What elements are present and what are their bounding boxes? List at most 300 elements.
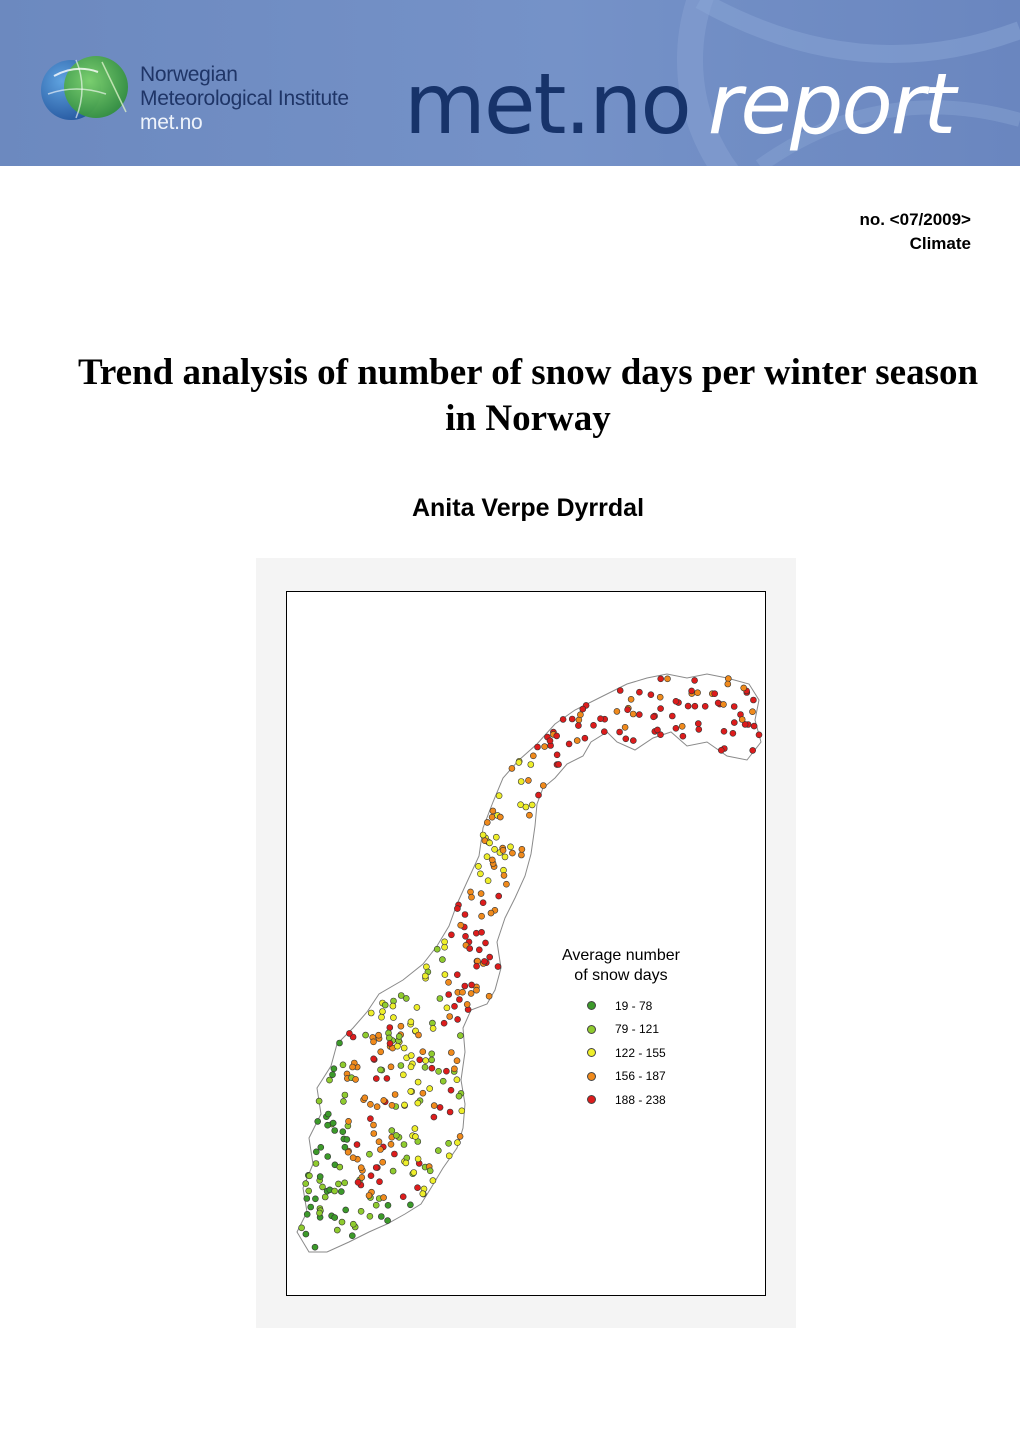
station-dot bbox=[380, 1009, 386, 1015]
station-dot bbox=[349, 1233, 355, 1239]
station-dot bbox=[415, 1079, 421, 1085]
station-dot bbox=[474, 987, 480, 993]
station-dot bbox=[408, 1019, 414, 1025]
station-dot bbox=[519, 846, 525, 852]
station-dot bbox=[489, 857, 495, 863]
legend-label: 19 - 78 bbox=[615, 998, 653, 1013]
station-dot bbox=[381, 1195, 387, 1201]
station-dot bbox=[417, 1057, 423, 1063]
station-dot bbox=[317, 1174, 323, 1180]
station-dot bbox=[415, 1156, 421, 1162]
station-dot bbox=[317, 1210, 323, 1216]
station-dot bbox=[658, 706, 664, 712]
legend-label: 79 - 121 bbox=[615, 1022, 660, 1037]
station-dot bbox=[332, 1128, 338, 1134]
station-dot bbox=[529, 802, 535, 808]
station-dot bbox=[371, 1131, 377, 1137]
station-dot bbox=[373, 1202, 379, 1208]
station-dot bbox=[376, 1139, 382, 1145]
station-dot bbox=[371, 1122, 377, 1128]
legend-items bbox=[587, 994, 731, 1112]
station-dot bbox=[751, 723, 757, 729]
station-dot bbox=[373, 1165, 379, 1171]
station-dot bbox=[350, 1064, 356, 1070]
station-dot bbox=[669, 713, 675, 719]
station-dot bbox=[343, 1207, 349, 1213]
station-dot bbox=[577, 712, 583, 718]
station-dot bbox=[501, 872, 507, 878]
station-dot bbox=[313, 1149, 319, 1155]
station-dot bbox=[443, 1068, 449, 1074]
station-dot bbox=[342, 1092, 348, 1098]
station-dot bbox=[435, 1148, 441, 1154]
station-dot bbox=[379, 1014, 385, 1020]
station-dot bbox=[598, 716, 604, 722]
station-dot bbox=[580, 706, 586, 712]
station-dot bbox=[658, 676, 664, 682]
document-author: Anita Verpe Dyrrdal bbox=[411, 494, 645, 522]
station-dot bbox=[484, 819, 490, 825]
station-dot bbox=[451, 1066, 457, 1072]
station-dot bbox=[526, 812, 532, 818]
station-dot bbox=[332, 1188, 338, 1194]
station-dot bbox=[484, 854, 490, 860]
institute-name-line3: met.no bbox=[140, 111, 203, 134]
station-dot bbox=[330, 1072, 336, 1078]
station-dot bbox=[487, 954, 493, 960]
station-dot bbox=[741, 685, 747, 691]
station-dot bbox=[497, 814, 503, 820]
station-dot bbox=[651, 714, 657, 720]
station-dot bbox=[412, 1126, 418, 1132]
station-dot bbox=[731, 720, 737, 726]
station-dot bbox=[525, 777, 531, 783]
station-dot bbox=[391, 1151, 397, 1157]
station-dot bbox=[306, 1188, 312, 1194]
station-dot bbox=[401, 1045, 407, 1051]
station-dot bbox=[630, 738, 636, 744]
station-dot bbox=[730, 730, 736, 736]
norway-map bbox=[287, 592, 765, 1295]
station-dot bbox=[665, 676, 671, 682]
station-dot bbox=[382, 1002, 388, 1008]
station-dot bbox=[325, 1111, 331, 1117]
station-dot bbox=[368, 1010, 374, 1016]
station-dot bbox=[518, 779, 524, 785]
station-dot bbox=[473, 930, 479, 936]
station-dot bbox=[480, 900, 486, 906]
station-dot bbox=[495, 964, 501, 970]
station-dot bbox=[332, 1215, 338, 1221]
station-dot bbox=[490, 808, 496, 814]
station-dot bbox=[337, 1164, 343, 1170]
document-title: Trend analysis of number of snow days per winter season in Norway bbox=[77, 352, 979, 439]
station-dot bbox=[363, 1032, 369, 1038]
station-dot bbox=[508, 844, 514, 850]
station-dot bbox=[394, 1043, 400, 1049]
station-dot bbox=[750, 709, 756, 715]
station-dot bbox=[366, 1151, 372, 1157]
station-dot bbox=[376, 1032, 382, 1038]
station-dot bbox=[371, 1039, 377, 1045]
station-dot bbox=[601, 729, 607, 735]
station-dot bbox=[715, 700, 721, 706]
station-dot bbox=[390, 1168, 396, 1174]
station-dot bbox=[304, 1196, 310, 1202]
station-dot bbox=[622, 724, 628, 730]
station-dot bbox=[408, 1088, 414, 1094]
station-dot bbox=[368, 1173, 374, 1179]
report-banner bbox=[0, 0, 1020, 166]
station-dot bbox=[692, 703, 698, 709]
station-dot bbox=[509, 850, 515, 856]
station-dot bbox=[429, 1065, 435, 1071]
station-dot bbox=[330, 1120, 336, 1126]
station-dot bbox=[623, 736, 629, 742]
station-dot bbox=[350, 1221, 356, 1227]
station-dot bbox=[493, 834, 499, 840]
station-dot bbox=[367, 1101, 373, 1107]
station-dot bbox=[446, 979, 452, 985]
station-dot bbox=[591, 722, 597, 728]
station-dot bbox=[468, 990, 474, 996]
station-dot bbox=[420, 1049, 426, 1055]
station-dot bbox=[325, 1154, 331, 1160]
station-dot bbox=[474, 963, 480, 969]
station-dot bbox=[337, 1040, 343, 1046]
station-dot bbox=[388, 1141, 394, 1147]
station-dot bbox=[373, 1076, 379, 1082]
station-dot bbox=[398, 1063, 404, 1069]
station-dot bbox=[476, 947, 482, 953]
station-dot bbox=[354, 1142, 360, 1148]
station-dot bbox=[702, 703, 708, 709]
station-dot bbox=[685, 703, 691, 709]
institute-name-line1: Norwegian bbox=[140, 63, 238, 86]
station-dot bbox=[739, 717, 745, 723]
station-dot bbox=[415, 1185, 421, 1191]
station-dot bbox=[509, 765, 515, 771]
station-dot bbox=[536, 792, 542, 798]
station-dot bbox=[312, 1244, 318, 1250]
globe-logo-icon bbox=[36, 54, 132, 120]
station-dot bbox=[454, 1058, 460, 1064]
station-dot bbox=[380, 1159, 386, 1165]
station-dot bbox=[342, 1144, 348, 1150]
station-dot bbox=[407, 1202, 413, 1208]
institute-name-line2: Meteorological Institute bbox=[140, 87, 349, 110]
station-dot bbox=[422, 1064, 428, 1070]
station-dot bbox=[566, 741, 572, 747]
station-dot bbox=[427, 1086, 433, 1092]
station-dot bbox=[385, 1218, 391, 1224]
station-dot bbox=[556, 761, 562, 767]
station-dot bbox=[483, 940, 489, 946]
station-dot bbox=[540, 783, 546, 789]
station-dot bbox=[542, 744, 548, 750]
station-dot bbox=[489, 814, 495, 820]
station-dot bbox=[454, 1140, 460, 1146]
snow-days-map bbox=[286, 591, 766, 1296]
station-dot bbox=[628, 696, 634, 702]
station-dot bbox=[420, 1191, 426, 1197]
station-dot bbox=[402, 1102, 408, 1108]
station-dot bbox=[528, 762, 534, 768]
station-dot bbox=[378, 1049, 384, 1055]
legend-dot-icon bbox=[587, 1095, 596, 1104]
station-dot bbox=[422, 973, 428, 979]
station-dot bbox=[617, 729, 623, 735]
station-dot bbox=[447, 1109, 453, 1115]
station-dot bbox=[447, 1014, 453, 1020]
map-legend bbox=[551, 946, 731, 1112]
station-dot bbox=[412, 1134, 418, 1140]
station-dot bbox=[695, 690, 701, 696]
station-dot bbox=[464, 1001, 470, 1007]
station-dot bbox=[636, 712, 642, 718]
station-dot bbox=[304, 1211, 310, 1217]
legend-label: 156 - 187 bbox=[615, 1069, 666, 1084]
station-dot bbox=[680, 733, 686, 739]
station-dot bbox=[500, 847, 506, 853]
station-dot bbox=[355, 1179, 361, 1185]
station-dot bbox=[457, 1033, 463, 1039]
station-dot bbox=[393, 1132, 399, 1138]
station-dot bbox=[388, 1064, 394, 1070]
station-dot bbox=[366, 1193, 372, 1199]
station-dot bbox=[455, 1016, 461, 1022]
station-dot bbox=[502, 854, 508, 860]
station-dot bbox=[414, 1004, 420, 1010]
station-dot bbox=[350, 1155, 356, 1161]
station-dot bbox=[331, 1066, 337, 1072]
station-dot bbox=[387, 1025, 393, 1031]
station-dot bbox=[408, 1064, 414, 1070]
station-dot bbox=[362, 1095, 368, 1101]
station-dot bbox=[400, 1072, 406, 1078]
legend-dot-icon bbox=[587, 1025, 596, 1034]
legend-title bbox=[551, 946, 691, 986]
station-dot bbox=[673, 698, 679, 704]
station-dot bbox=[403, 1160, 409, 1166]
station-dot bbox=[448, 1087, 454, 1093]
station-dot bbox=[462, 912, 468, 918]
station-dot bbox=[303, 1231, 309, 1237]
station-dot bbox=[467, 946, 473, 952]
station-dot bbox=[731, 704, 737, 710]
station-dot bbox=[384, 1075, 390, 1081]
station-dot bbox=[322, 1194, 328, 1200]
station-dot bbox=[390, 1003, 396, 1009]
station-dot bbox=[400, 1194, 406, 1200]
station-dot bbox=[469, 894, 475, 900]
report-number: no. <07/2009> bbox=[859, 210, 971, 229]
report-meta bbox=[859, 208, 971, 256]
station-dot bbox=[560, 716, 566, 722]
station-dot bbox=[721, 728, 727, 734]
station-dot bbox=[430, 1025, 436, 1031]
station-dot bbox=[431, 1114, 437, 1120]
station-dot bbox=[535, 744, 541, 750]
station-dot bbox=[488, 910, 494, 916]
station-dot bbox=[456, 997, 462, 1003]
station-dot bbox=[692, 677, 698, 683]
legend-item bbox=[587, 1041, 731, 1065]
station-dot bbox=[446, 1140, 452, 1146]
report-category: Climate bbox=[909, 234, 971, 253]
station-dot bbox=[477, 871, 483, 877]
legend-item bbox=[587, 1018, 731, 1042]
station-dot bbox=[446, 1153, 452, 1159]
station-dot bbox=[358, 1165, 364, 1171]
station-dot bbox=[320, 1184, 326, 1190]
station-dot bbox=[516, 759, 522, 765]
station-dot bbox=[398, 1023, 404, 1029]
station-dot bbox=[367, 1213, 373, 1219]
station-dot bbox=[444, 1005, 450, 1011]
station-dot bbox=[636, 689, 642, 695]
station-dot bbox=[367, 1116, 373, 1122]
station-dot bbox=[523, 804, 529, 810]
station-dot bbox=[492, 846, 498, 852]
station-dot bbox=[750, 697, 756, 703]
station-dot bbox=[396, 1033, 402, 1039]
station-dot bbox=[437, 996, 443, 1002]
station-dot bbox=[554, 752, 560, 758]
station-dot bbox=[403, 995, 409, 1001]
station-dot bbox=[448, 932, 454, 938]
station-dot bbox=[434, 946, 440, 952]
station-dot bbox=[381, 1097, 387, 1103]
station-dot bbox=[442, 972, 448, 978]
station-dot bbox=[554, 733, 560, 739]
station-dot bbox=[454, 906, 460, 912]
station-dot bbox=[454, 972, 460, 978]
legend-label: 122 - 155 bbox=[615, 1045, 666, 1060]
station-dot bbox=[339, 1219, 345, 1225]
station-dot bbox=[416, 1032, 422, 1038]
station-dot bbox=[340, 1062, 346, 1068]
station-dot bbox=[673, 725, 679, 731]
station-dot bbox=[439, 957, 445, 963]
station-dot bbox=[408, 1053, 414, 1059]
station-dot bbox=[338, 1189, 344, 1195]
station-dot bbox=[436, 1068, 442, 1074]
station-dot bbox=[468, 889, 474, 895]
station-dot bbox=[454, 1077, 460, 1083]
station-dot bbox=[575, 723, 581, 729]
station-dot bbox=[750, 747, 756, 753]
station-dot bbox=[569, 716, 575, 722]
station-dot bbox=[389, 1128, 395, 1134]
station-dot bbox=[655, 727, 661, 733]
station-dot bbox=[315, 1118, 321, 1124]
station-dot bbox=[463, 933, 469, 939]
station-dot bbox=[440, 1078, 446, 1084]
station-dot bbox=[313, 1161, 319, 1167]
station-dot bbox=[377, 1147, 383, 1153]
station-dot bbox=[377, 1179, 383, 1185]
legend-dot-icon bbox=[587, 1001, 596, 1010]
legend-dot-icon bbox=[587, 1072, 596, 1081]
station-dot bbox=[648, 692, 654, 698]
brand-wordmark bbox=[404, 56, 954, 152]
station-dot bbox=[630, 711, 636, 717]
station-dot bbox=[574, 738, 580, 744]
station-dot bbox=[725, 681, 731, 687]
station-dot bbox=[718, 747, 724, 753]
station-dot bbox=[344, 1136, 350, 1142]
station-dot bbox=[696, 726, 702, 732]
station-dot bbox=[427, 1168, 433, 1174]
station-dot bbox=[481, 958, 487, 964]
station-dot bbox=[325, 1122, 331, 1128]
station-dot bbox=[371, 1056, 377, 1062]
station-dot bbox=[392, 1092, 398, 1098]
station-dot bbox=[625, 707, 631, 713]
station-dot bbox=[617, 688, 623, 694]
legend-label: 188 - 238 bbox=[615, 1092, 666, 1107]
station-dot bbox=[725, 676, 731, 682]
station-dot bbox=[756, 732, 762, 738]
station-dot bbox=[503, 881, 509, 887]
brand-metno: met.no bbox=[404, 55, 690, 153]
station-dot bbox=[441, 1020, 447, 1026]
station-dot bbox=[327, 1077, 333, 1083]
station-dot bbox=[479, 913, 485, 919]
station-dot bbox=[478, 891, 484, 897]
station-dot bbox=[358, 1208, 364, 1214]
station-dot bbox=[480, 832, 486, 838]
station-dot bbox=[429, 1057, 435, 1063]
station-dot bbox=[485, 878, 491, 884]
station-dot bbox=[721, 701, 727, 707]
station-dot bbox=[456, 1093, 462, 1099]
legend-item bbox=[587, 994, 731, 1018]
station-dot bbox=[429, 1051, 435, 1057]
station-dot bbox=[457, 1133, 463, 1139]
station-dot bbox=[459, 1108, 465, 1114]
station-dot bbox=[353, 1076, 359, 1082]
station-dot bbox=[446, 992, 452, 998]
station-dot bbox=[346, 1118, 352, 1124]
station-dot bbox=[614, 708, 620, 714]
station-dot bbox=[657, 694, 663, 700]
station-dot bbox=[386, 1035, 392, 1041]
station-dot bbox=[496, 893, 502, 899]
legend-title-line2: of snow days bbox=[574, 967, 668, 984]
station-dot bbox=[420, 1090, 426, 1096]
legend-title-line1: Average number bbox=[562, 947, 680, 964]
station-dot bbox=[299, 1225, 305, 1231]
station-dot bbox=[411, 1170, 417, 1176]
station-dot bbox=[479, 929, 485, 935]
legend-dot-icon bbox=[587, 1048, 596, 1057]
station-dot bbox=[340, 1098, 346, 1104]
station-dot bbox=[431, 1103, 437, 1109]
station-dot bbox=[458, 922, 464, 928]
station-dot bbox=[389, 1102, 395, 1108]
station-dot bbox=[469, 982, 475, 988]
station-dot bbox=[401, 1142, 407, 1148]
station-dot bbox=[448, 1050, 454, 1056]
station-dot bbox=[390, 1015, 396, 1021]
station-dot bbox=[582, 735, 588, 741]
station-dot bbox=[316, 1098, 322, 1104]
station-dot bbox=[340, 1129, 346, 1135]
station-dot bbox=[387, 1040, 393, 1046]
station-dot bbox=[462, 983, 468, 989]
